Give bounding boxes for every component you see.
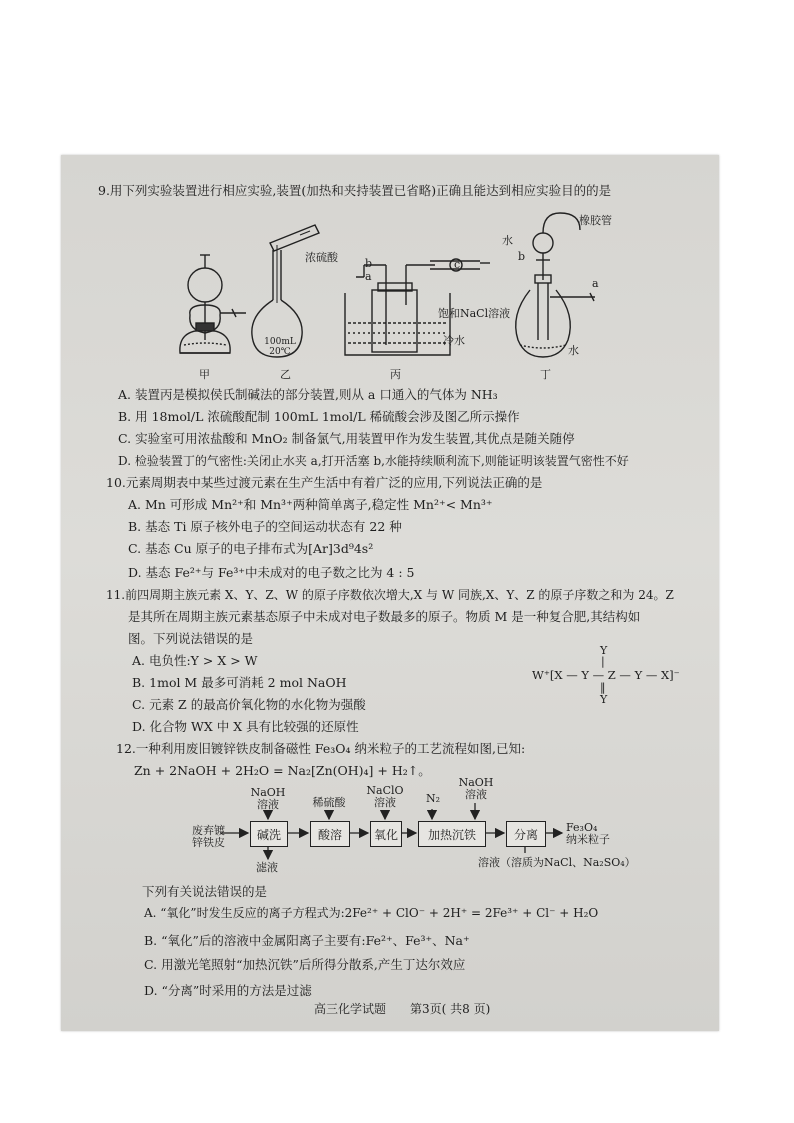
q10-option-d: D. 基态 Fe²⁺与 Fe³⁺中未成对的电子数之比为 4 : 5 — [128, 565, 415, 580]
reagent-naclo: NaClO 溶液 — [366, 784, 404, 809]
label-bing-b: b — [365, 257, 373, 270]
page-footer: 高三化学试题 第3页( 共8 页) — [314, 1002, 491, 1016]
label-ding: 丁 — [540, 368, 551, 381]
q12-option-b: B. “氧化”后的溶液中金属阳离子主要有:Fe²⁺、Fe³⁺、Na⁺ — [144, 933, 470, 948]
label-water-top: 水 — [502, 234, 513, 247]
label-nacl-solution: 饱和NaCl溶液 — [438, 307, 511, 320]
q12-stem: 12.一种利用废旧镀锌铁皮制备磁性 Fe₃O₄ 纳米粒子的工艺流程如图,已知: — [116, 741, 526, 756]
q10-option-a: A. Mn 可形成 Mn²⁺和 Mn³⁺两种简单离子,稳定性 Mn²⁺< Mn³⁺ — [128, 497, 493, 512]
q9-option-c: C. 实验室可用浓盐酸和 MnO₂ 制备氯气,用装置甲作为发生装置,其优点是随关随停 — [118, 431, 575, 446]
label-ding-a: a — [592, 277, 599, 290]
q12-equation: Zn + 2NaOH + 2H₂O = Na₂[Zn(OH)₄] + H₂↑。 — [134, 763, 431, 778]
q11-option-b: B. 1mol M 最多可消耗 2 mol NaOH — [132, 675, 347, 690]
flow-step-separate: 分离 — [506, 821, 546, 847]
q11-option-c: C. 元素 Z 的最高价氧化物的水化物为强酸 — [132, 697, 366, 712]
q11-option-a: A. 电负性:Y > X > W — [132, 653, 258, 668]
q12-option-d: D. “分离”时采用的方法是过滤 — [144, 983, 312, 998]
flow-step-heat-precipitate: 加热沉铁 — [418, 821, 486, 847]
reagent-naoh-1: NaOH 溶液 — [250, 786, 286, 811]
q9-option-d: D. 检验装置丁的气密性:关闭止水夹 a,打开活塞 b,水能持续顺利流下,则能证明该装置气密性不好 — [118, 454, 629, 468]
label-yi: 乙 — [280, 368, 291, 381]
label-bing: 丙 — [390, 368, 401, 381]
q12-prompt: 下列有关说法错误的是 — [142, 884, 268, 899]
q9-option-a: A. 装置丙是模拟侯氏制碱法的部分装置,则从 a 口通入的气体为 NH₃ — [118, 387, 498, 402]
flow-solution-output: 溶液（溶质为NaCl、Na₂SO₄） — [478, 856, 636, 869]
label-jia: 甲 — [199, 368, 210, 381]
kipp-generator-figure — [180, 255, 246, 353]
label-conc-acid: 浓硫酸 — [305, 251, 338, 264]
flow-output-fe3o4: Fe₃O₄ 纳米粒子 — [566, 821, 610, 846]
reagent-naoh-2: NaOH 溶液 — [458, 776, 494, 801]
q12-option-c: C. 用激光笔照射“加热沉铁”后所得分散系,产生丁达尔效应 — [144, 957, 466, 972]
q9-option-b: B. 用 18mol/L 浓硫酸配制 100mL 1mol/L 稀硫酸会涉及图乙所示操作 — [118, 409, 520, 424]
q11-stem-line1: 11.前四周期主族元素 X、Y、Z、W 的原子序数依次增大,X 与 W 同族,X、Y、Z 的原子序数之和为 24。Z — [106, 588, 674, 602]
structure-main-chain: W⁺[X — Y — Z — Y — X]⁻ — [532, 668, 680, 682]
q9-stem: 9.用下列实验装置进行相应实验,装置(加热和夹持装置已省略)正确且能达到相应实验目的的是 — [98, 183, 612, 198]
structure-double-bond: ‖ — [600, 681, 606, 694]
q11-stem-line2: 是其所在周期主族元素基态原子中未成对电子数最多的原子。物质 M 是一种复合肥,其结构如 — [128, 609, 641, 624]
label-bing-a: a — [365, 270, 372, 283]
q11-stem-line3: 图。下列说法错误的是 — [128, 631, 254, 646]
flow-step-acid-dissolve: 酸溶 — [310, 821, 350, 847]
flow-step-oxidize: 氧化 — [370, 821, 402, 847]
structure-single-bond: | — [601, 655, 605, 668]
label-ding-b: b — [518, 250, 526, 263]
q10-option-b: B. 基态 Ti 原子核外电子的空间运动状态有 22 种 — [128, 519, 402, 534]
apparatus-figures — [150, 205, 650, 385]
label-rubber-tube: 橡胶管 — [579, 214, 612, 227]
reagent-dilute-h2so4: 稀硫酸 — [312, 796, 346, 809]
label-bing-c: c — [454, 258, 461, 271]
flow-filtrate: 滤液 — [256, 861, 278, 874]
label-flask-volume: 100mL 20℃ — [264, 337, 296, 357]
flow-input-scrap-iron: 废弃镀 锌铁皮 — [192, 824, 225, 849]
q12-option-a: A. “氧化”时发生反应的离子方程式为:2Fe²⁺ + ClO⁻ + 2H⁺ = 2Fe³⁺ + Cl⁻ + H₂O — [144, 906, 599, 920]
structure-top-y: Y — [600, 644, 608, 657]
structure-bottom-y: Y — [600, 693, 608, 706]
q11-option-d: D. 化合物 WX 中 X 具有比较强的还原性 — [132, 719, 359, 734]
q10-option-c: C. 基态 Cu 原子的电子排布式为[Ar]3d⁹4s² — [128, 541, 374, 556]
separatory-funnel-flask-figure — [516, 213, 595, 357]
flow-step-alkali-wash: 碱洗 — [250, 821, 288, 847]
reagent-n2: N₂ — [425, 792, 441, 805]
label-cold-water: 冷水 — [443, 334, 465, 347]
label-water-bottom: 水 — [568, 344, 579, 357]
q10-stem: 10.元素周期表中某些过渡元素在生产生活中有着广泛的应用,下列说法正确的是 — [106, 475, 543, 490]
